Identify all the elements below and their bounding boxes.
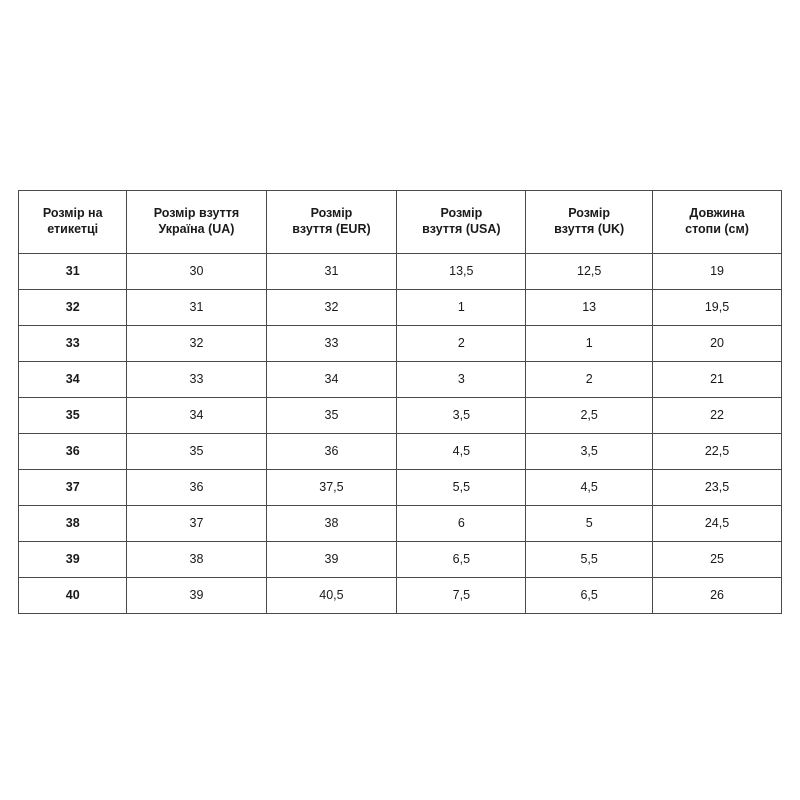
size-chart-table <box>18 190 782 614</box>
cell-label-size: 35 <box>19 398 127 434</box>
cell-usa-size: 1 <box>397 290 526 326</box>
column-header-uk-size <box>526 191 653 254</box>
cell-ua-size: 31 <box>127 290 266 326</box>
cell-label-size: 39 <box>19 542 127 578</box>
cell-foot-length: 21 <box>653 362 782 398</box>
header-line: взуття (USA) <box>422 222 501 236</box>
cell-uk-size: 13 <box>526 290 653 326</box>
header-line: Розмір <box>310 206 353 221</box>
cell-foot-length: 19 <box>653 254 782 290</box>
header-line: взуття (UK) <box>554 222 625 236</box>
cell-eur-size: 40,5 <box>266 578 397 614</box>
cell-ua-size: 39 <box>127 578 266 614</box>
table-row <box>19 434 782 470</box>
cell-usa-size: 2 <box>397 326 526 362</box>
cell-usa-size: 4,5 <box>397 434 526 470</box>
cell-ua-size: 30 <box>127 254 266 290</box>
cell-label-size: 32 <box>19 290 127 326</box>
table-row <box>19 506 782 542</box>
cell-uk-size: 2,5 <box>526 398 653 434</box>
cell-label-size: 34 <box>19 362 127 398</box>
cell-uk-size: 4,5 <box>526 470 653 506</box>
table-header-row <box>19 191 782 254</box>
header-line: Україна (UA) <box>158 222 235 236</box>
header-line: Розмір <box>440 206 483 221</box>
cell-foot-length: 20 <box>653 326 782 362</box>
header-line: Розмір на <box>42 206 103 221</box>
header-line: Розмір взуття <box>153 206 240 221</box>
size-chart-container <box>18 190 782 614</box>
table-row <box>19 578 782 614</box>
cell-eur-size: 31 <box>266 254 397 290</box>
cell-eur-size: 39 <box>266 542 397 578</box>
cell-uk-size: 1 <box>526 326 653 362</box>
header-line: взуття (EUR) <box>292 222 371 236</box>
cell-usa-size: 6 <box>397 506 526 542</box>
column-header-eur-size <box>266 191 397 254</box>
column-header-label-size <box>19 191 127 254</box>
cell-eur-size: 35 <box>266 398 397 434</box>
cell-uk-size: 5,5 <box>526 542 653 578</box>
cell-ua-size: 34 <box>127 398 266 434</box>
table-row <box>19 398 782 434</box>
cell-label-size: 36 <box>19 434 127 470</box>
cell-usa-size: 3,5 <box>397 398 526 434</box>
table-row <box>19 290 782 326</box>
cell-eur-size: 32 <box>266 290 397 326</box>
cell-uk-size: 6,5 <box>526 578 653 614</box>
cell-ua-size: 37 <box>127 506 266 542</box>
cell-ua-size: 35 <box>127 434 266 470</box>
cell-usa-size: 3 <box>397 362 526 398</box>
cell-label-size: 40 <box>19 578 127 614</box>
cell-foot-length: 19,5 <box>653 290 782 326</box>
cell-uk-size: 3,5 <box>526 434 653 470</box>
cell-foot-length: 24,5 <box>653 506 782 542</box>
cell-uk-size: 5 <box>526 506 653 542</box>
table-header <box>19 191 782 254</box>
cell-ua-size: 36 <box>127 470 266 506</box>
cell-eur-size: 36 <box>266 434 397 470</box>
column-header-ua-size <box>127 191 266 254</box>
table-row <box>19 542 782 578</box>
cell-usa-size: 5,5 <box>397 470 526 506</box>
cell-foot-length: 23,5 <box>653 470 782 506</box>
cell-label-size: 33 <box>19 326 127 362</box>
cell-eur-size: 33 <box>266 326 397 362</box>
header-line: Розмір <box>568 206 611 221</box>
cell-ua-size: 32 <box>127 326 266 362</box>
cell-label-size: 37 <box>19 470 127 506</box>
cell-label-size: 31 <box>19 254 127 290</box>
table-row <box>19 326 782 362</box>
cell-foot-length: 22,5 <box>653 434 782 470</box>
cell-foot-length: 26 <box>653 578 782 614</box>
cell-eur-size: 34 <box>266 362 397 398</box>
table-body <box>19 254 782 614</box>
cell-usa-size: 13,5 <box>397 254 526 290</box>
cell-uk-size: 2 <box>526 362 653 398</box>
column-header-usa-size <box>397 191 526 254</box>
cell-foot-length: 25 <box>653 542 782 578</box>
column-header-foot-length <box>653 191 782 254</box>
cell-eur-size: 37,5 <box>266 470 397 506</box>
cell-foot-length: 22 <box>653 398 782 434</box>
cell-usa-size: 6,5 <box>397 542 526 578</box>
cell-uk-size: 12,5 <box>526 254 653 290</box>
table-row <box>19 254 782 290</box>
header-line: стопи (см) <box>685 222 749 236</box>
cell-usa-size: 7,5 <box>397 578 526 614</box>
header-line: Довжина <box>689 206 745 221</box>
table-row <box>19 470 782 506</box>
cell-eur-size: 38 <box>266 506 397 542</box>
header-line: етикетці <box>47 222 99 236</box>
cell-label-size: 38 <box>19 506 127 542</box>
table-row <box>19 362 782 398</box>
cell-ua-size: 38 <box>127 542 266 578</box>
cell-ua-size: 33 <box>127 362 266 398</box>
